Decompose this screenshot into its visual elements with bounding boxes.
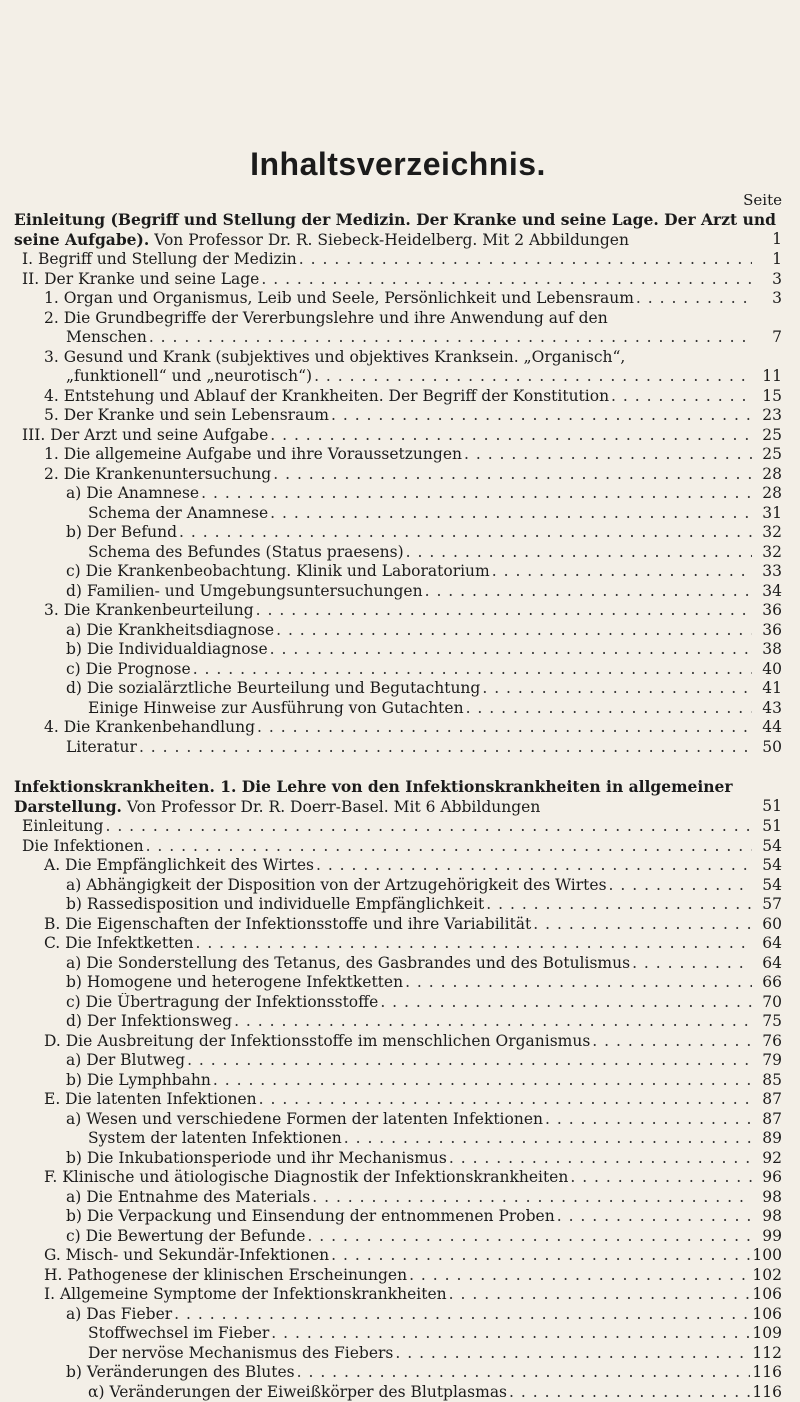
- toc-entry: [14, 348, 782, 368]
- dot-leader: [270, 640, 752, 660]
- dot-leader: [533, 915, 752, 935]
- toc-entry: [14, 993, 782, 1013]
- toc-entry: [14, 1305, 782, 1325]
- dot-leader: [276, 621, 752, 641]
- section-heading: [14, 210, 782, 250]
- toc-entry-page: 31: [754, 504, 782, 524]
- dot-leader: [179, 523, 752, 543]
- dot-leader: [482, 679, 752, 699]
- toc-entry-label: b) Die Lymphbahn: [66, 1071, 211, 1091]
- dot-leader: [570, 1168, 752, 1188]
- toc-entry-label: d) Der Infektionsweg: [66, 1012, 232, 1032]
- toc-entry-label: Die Infektionen: [22, 837, 144, 857]
- toc-entry-page: 36: [754, 601, 782, 621]
- toc-entry-label: b) Die Verpackung und Einsendung der entnommenen Proben: [66, 1207, 555, 1227]
- toc-entry: [14, 543, 782, 563]
- toc-entry-page: 23: [754, 406, 782, 426]
- toc-entry: [14, 250, 782, 270]
- seite-label: Seite: [14, 190, 782, 210]
- toc-entry-label: 3. Gesund und Krank (subjektives und objektives Kranksein. „Organisch“,: [44, 348, 625, 368]
- toc-entry: [14, 504, 782, 524]
- dot-leader: [149, 328, 752, 348]
- toc-entry-label: 3. Die Krankenbeurteilung: [44, 601, 254, 621]
- toc-entry: [14, 738, 782, 758]
- toc-entry-page: 76: [754, 1032, 782, 1052]
- toc-entry-page: 11: [754, 367, 782, 387]
- toc-entry-page: 85: [754, 1071, 782, 1091]
- toc-entry-page: 87: [754, 1110, 782, 1130]
- toc-entry: [14, 1324, 782, 1344]
- toc-entry: [14, 1090, 782, 1110]
- dot-leader: [195, 934, 752, 954]
- toc-entry: [14, 1207, 782, 1227]
- toc-entry-page: 57: [754, 895, 782, 915]
- section-heading-author: Von Professor Dr. R. Doerr-Basel. Mit 6 Abbildungen: [122, 798, 540, 816]
- section-einleitung: [14, 210, 782, 757]
- dot-leader: [331, 406, 752, 426]
- toc-entry-label: 1. Organ und Organismus, Leib und Seele, Persönlichkeit und Lebensraum: [44, 289, 634, 309]
- toc-entry-page: 32: [754, 523, 782, 543]
- toc-entry: [14, 856, 782, 876]
- dot-leader: [139, 738, 752, 758]
- toc-entry-page: 3: [754, 289, 782, 309]
- toc-entry: [14, 660, 782, 680]
- toc-entry-label: b) Rassedisposition und individuelle Empfänglichkeit: [66, 895, 484, 915]
- toc-entry: [14, 582, 782, 602]
- toc-entry-label: 2. Die Grundbegriffe der Vererbungslehre und ihre Anwendung auf den: [44, 309, 608, 329]
- toc-entry: [14, 837, 782, 857]
- dot-leader: [466, 699, 752, 719]
- toc-entry: [14, 1051, 782, 1071]
- toc-entry-label: c) Die Krankenbeobachtung. Klinik und Laboratorium: [66, 562, 490, 582]
- toc-entry: [14, 1110, 782, 1130]
- dot-leader: [314, 367, 752, 387]
- section-heading-bold: Einleitung (Begriff und Stellung der Medizin. Der Kranke und seine Lage. Der Arzt und seine Aufgabe).: [14, 210, 776, 249]
- toc-entry: [14, 640, 782, 660]
- toc-entry-page: 43: [754, 699, 782, 719]
- section-heading-page: 51: [762, 797, 782, 817]
- toc-entry: [14, 1285, 782, 1305]
- toc-entry: [14, 1168, 782, 1188]
- page-title: Inhaltsverzeichnis.: [14, 0, 782, 182]
- toc-entry-page: 36: [754, 621, 782, 641]
- toc-entry: [14, 1012, 782, 1032]
- toc-entry-label: c) Die Bewertung der Befunde: [66, 1227, 305, 1247]
- section-infektion: [14, 777, 782, 1402]
- dot-leader: [492, 562, 752, 582]
- dot-leader: [632, 954, 752, 974]
- toc-entry-label: A. Die Empfänglichkeit des Wirtes: [44, 856, 314, 876]
- toc-entry: [14, 934, 782, 954]
- dot-leader: [449, 1149, 752, 1169]
- toc-entry-label: 2. Die Krankenuntersuchung: [44, 465, 271, 485]
- toc-entry-label: d) Familien- und Umgebungsuntersuchungen: [66, 582, 423, 602]
- toc-entry-label: C. Die Infektketten: [44, 934, 193, 954]
- toc-entry-page: 7: [754, 328, 782, 348]
- toc-entry-label: System der latenten Infektionen: [88, 1129, 342, 1149]
- toc-entry-page: 51: [754, 817, 782, 837]
- toc-entry-label: E. Die latenten Infektionen: [44, 1090, 257, 1110]
- toc-entry-label: III. Der Arzt und seine Aufgabe: [22, 426, 268, 446]
- dot-leader: [464, 445, 752, 465]
- toc-entry-label: II. Der Kranke und seine Lage: [22, 270, 259, 290]
- dot-leader: [449, 1285, 751, 1305]
- toc-entry: [14, 406, 782, 426]
- toc-entry: [14, 817, 782, 837]
- dot-leader: [592, 1032, 752, 1052]
- dot-leader: [395, 1344, 750, 1364]
- dot-leader: [201, 484, 752, 504]
- toc-entry: [14, 1129, 782, 1149]
- toc-entry-label: G. Misch- und Sekundär-Infektionen: [44, 1246, 329, 1266]
- toc-entry-label: a) Das Fieber: [66, 1305, 172, 1325]
- toc-entry-page: 34: [754, 582, 782, 602]
- dot-leader: [312, 1188, 752, 1208]
- toc-entry-page: 116: [752, 1383, 782, 1402]
- toc-entry: [14, 445, 782, 465]
- toc-entry: [14, 621, 782, 641]
- toc-entry-label: Schema des Befundes (Status praesens): [88, 543, 404, 563]
- toc-entry-page: 99: [754, 1227, 782, 1247]
- toc-entry-label: Der nervöse Mechanismus des Fiebers: [88, 1344, 393, 1364]
- section-heading: [14, 777, 782, 817]
- toc-entry-label: Stoffwechsel im Fieber: [88, 1324, 269, 1344]
- toc-entry-label: b) Die Inkubationsperiode und ihr Mechanismus: [66, 1149, 447, 1169]
- dot-leader: [146, 837, 752, 857]
- toc-entry-page: 75: [754, 1012, 782, 1032]
- toc-entry: [14, 484, 782, 504]
- toc-entry-page: 64: [754, 934, 782, 954]
- toc-entry-page: 28: [754, 465, 782, 485]
- dot-leader: [261, 270, 752, 290]
- toc-entry: [14, 1344, 782, 1364]
- toc-entry-page: 3: [754, 270, 782, 290]
- toc-entry-label: a) Die Sonderstellung des Tetanus, des Gasbrandes und des Botulismus: [66, 954, 630, 974]
- dot-leader: [509, 1383, 750, 1402]
- toc-entry-page: 70: [754, 993, 782, 1013]
- toc-entry-page: 60: [754, 915, 782, 935]
- toc-entry-label: Einleitung: [22, 817, 103, 837]
- toc-entry-label: 1. Die allgemeine Aufgabe und ihre Voraussetzungen: [44, 445, 462, 465]
- toc-entry-page: 106: [752, 1285, 782, 1305]
- dot-leader: [256, 601, 752, 621]
- toc-entry-page: 54: [754, 876, 782, 896]
- toc-entry-page: 98: [754, 1207, 782, 1227]
- toc-entry-label: B. Die Eigenschaften der Infektionsstoffe und ihre Variabilität: [44, 915, 531, 935]
- dot-leader: [331, 1246, 750, 1266]
- dot-leader: [406, 543, 752, 563]
- toc-entry-label: 4. Entstehung und Ablauf der Krankheiten. Der Begriff der Konstitution: [44, 387, 609, 407]
- dot-leader: [409, 1266, 750, 1286]
- toc-entry: [14, 270, 782, 290]
- toc-entry-label: α) Veränderungen der Eiweißkörper des Blutplasmas: [88, 1383, 507, 1402]
- toc-entry-page: 25: [754, 445, 782, 465]
- toc-entry-label: a) Die Anamnese: [66, 484, 199, 504]
- toc-entry: [14, 289, 782, 309]
- dot-leader: [273, 465, 752, 485]
- toc-entry-page: 96: [754, 1168, 782, 1188]
- toc-entry-label: a) Der Blutweg: [66, 1051, 185, 1071]
- toc-entry-label: F. Klinische und ätiologische Diagnostik der Infektionskrankheiten: [44, 1168, 568, 1188]
- section-heading-page: 1: [772, 230, 782, 250]
- toc-entry-page: 100: [752, 1246, 782, 1266]
- toc-entry: [14, 426, 782, 446]
- toc-entry-page: 89: [754, 1129, 782, 1149]
- toc-entry: [14, 1071, 782, 1091]
- dot-leader: [486, 895, 752, 915]
- dot-leader: [545, 1110, 752, 1130]
- toc-entry-label: Menschen: [66, 328, 147, 348]
- toc-entry: [14, 973, 782, 993]
- toc-entry-label: 4. Die Krankenbehandlung: [44, 718, 255, 738]
- toc-entry-page: 79: [754, 1051, 782, 1071]
- toc-entry-label: a) Die Krankheitsdiagnose: [66, 621, 274, 641]
- toc-entry-label: I. Allgemeine Symptome der Infektionskrankheiten: [44, 1285, 447, 1305]
- toc-entry-page: 33: [754, 562, 782, 582]
- toc-entry: [14, 562, 782, 582]
- toc-entry: [14, 601, 782, 621]
- toc-entry: [14, 718, 782, 738]
- toc-entry-page: 32: [754, 543, 782, 563]
- toc-entry-label: b) Veränderungen des Blutes: [66, 1363, 295, 1383]
- dot-leader: [557, 1207, 752, 1227]
- toc-entry: [14, 895, 782, 915]
- dot-leader: [105, 817, 752, 837]
- dot-leader: [316, 856, 752, 876]
- dot-leader: [257, 718, 752, 738]
- dot-leader: [259, 1090, 752, 1110]
- toc-entry-label: I. Begriff und Stellung der Medizin: [22, 250, 297, 270]
- toc-entry-page: 87: [754, 1090, 782, 1110]
- dot-leader: [271, 1324, 750, 1344]
- dot-leader: [234, 1012, 752, 1032]
- dot-leader: [174, 1305, 750, 1325]
- toc-entry: [14, 1266, 782, 1286]
- dot-leader: [297, 1363, 751, 1383]
- toc-entry: [14, 1363, 782, 1383]
- toc-entry-page: 92: [754, 1149, 782, 1169]
- dot-leader: [187, 1051, 752, 1071]
- toc-entry: [14, 915, 782, 935]
- toc-entry-label: c) Die Prognose: [66, 660, 191, 680]
- toc-entry-page: 25: [754, 426, 782, 446]
- toc-entry: [14, 465, 782, 485]
- toc-entry: [14, 367, 782, 387]
- toc-entry-label: H. Pathogenese der klinischen Erscheinungen: [44, 1266, 407, 1286]
- toc-entry-page: 106: [752, 1305, 782, 1325]
- toc-entry-page: 15: [754, 387, 782, 407]
- section-heading-author: Von Professor Dr. R. Siebeck-Heidelberg. Mit 2 Abbildungen: [149, 231, 629, 249]
- toc-entry-label: b) Homogene und heterogene Infektketten: [66, 973, 403, 993]
- toc-entry-label: 5. Der Kranke und sein Lebensraum: [44, 406, 329, 426]
- toc-entry-page: 28: [754, 484, 782, 504]
- toc-entry-page: 44: [754, 718, 782, 738]
- dot-leader: [609, 876, 752, 896]
- toc-entry-page: 102: [752, 1266, 782, 1286]
- toc-entry-page: 116: [752, 1363, 782, 1383]
- toc-entry: [14, 309, 782, 329]
- toc-entry-page: 64: [754, 954, 782, 974]
- dot-leader: [344, 1129, 752, 1149]
- toc-entry: [14, 387, 782, 407]
- toc-entry-label: c) Die Übertragung der Infektionsstoffe: [66, 993, 378, 1013]
- dot-leader: [611, 387, 752, 407]
- toc-entry: [14, 1149, 782, 1169]
- dot-leader: [270, 504, 752, 524]
- dot-leader: [405, 973, 752, 993]
- toc-entry: [14, 1227, 782, 1247]
- toc-entry-page: 54: [754, 837, 782, 857]
- toc-entry-page: 40: [754, 660, 782, 680]
- toc-entry-page: 98: [754, 1188, 782, 1208]
- toc-entry-page: 38: [754, 640, 782, 660]
- toc-entry: [14, 523, 782, 543]
- toc-entry-label: a) Wesen und verschiedene Formen der latenten Infektionen: [66, 1110, 543, 1130]
- dot-leader: [636, 289, 752, 309]
- toc-entry-label: d) Die sozialärztliche Beurteilung und Begutachtung: [66, 679, 480, 699]
- dot-leader: [193, 660, 752, 680]
- dot-leader: [299, 250, 752, 270]
- section-heading-bold: Infektionskrankheiten. 1. Die Lehre von den Infektionskrankheiten in allgemeiner Darstellung.: [14, 777, 733, 816]
- toc-entry-label: D. Die Ausbreitung der Infektionsstoffe im menschlichen Organismus: [44, 1032, 590, 1052]
- toc-entry-label: a) Die Entnahme des Materials: [66, 1188, 310, 1208]
- toc-entry-page: 109: [752, 1324, 782, 1344]
- toc-entry-label: Einige Hinweise zur Ausführung von Gutachten: [88, 699, 464, 719]
- toc-entry-page: 50: [754, 738, 782, 758]
- toc-entry-page: 1: [754, 250, 782, 270]
- toc-entry: [14, 328, 782, 348]
- toc-entry-page: 112: [752, 1344, 782, 1364]
- toc-entry: [14, 699, 782, 719]
- toc-entry: [14, 954, 782, 974]
- dot-leader: [213, 1071, 752, 1091]
- toc-entry-label: Literatur: [66, 738, 137, 758]
- dot-leader: [425, 582, 752, 602]
- toc-entry-label: b) Die Individualdiagnose: [66, 640, 268, 660]
- toc-entry-label: a) Abhängigkeit der Disposition von der Artzugehörigkeit des Wirtes: [66, 876, 607, 896]
- toc-entry: [14, 679, 782, 699]
- toc-entry-label: „funktionell“ und „neurotisch“): [66, 367, 312, 387]
- toc-list: [14, 250, 782, 757]
- toc-entry: [14, 1188, 782, 1208]
- toc-entry-page: 66: [754, 973, 782, 993]
- toc-entry: [14, 1383, 782, 1402]
- toc-entry-label: b) Der Befund: [66, 523, 177, 543]
- dot-leader: [270, 426, 752, 446]
- toc-entry-page: 54: [754, 856, 782, 876]
- toc-entry: [14, 876, 782, 896]
- toc-entry-page: 41: [754, 679, 782, 699]
- toc-entry: [14, 1032, 782, 1052]
- toc-entry-label: Schema der Anamnese: [88, 504, 268, 524]
- toc-list: [14, 817, 782, 1402]
- toc-entry: [14, 1246, 782, 1266]
- dot-leader: [380, 993, 752, 1013]
- dot-leader: [307, 1227, 752, 1247]
